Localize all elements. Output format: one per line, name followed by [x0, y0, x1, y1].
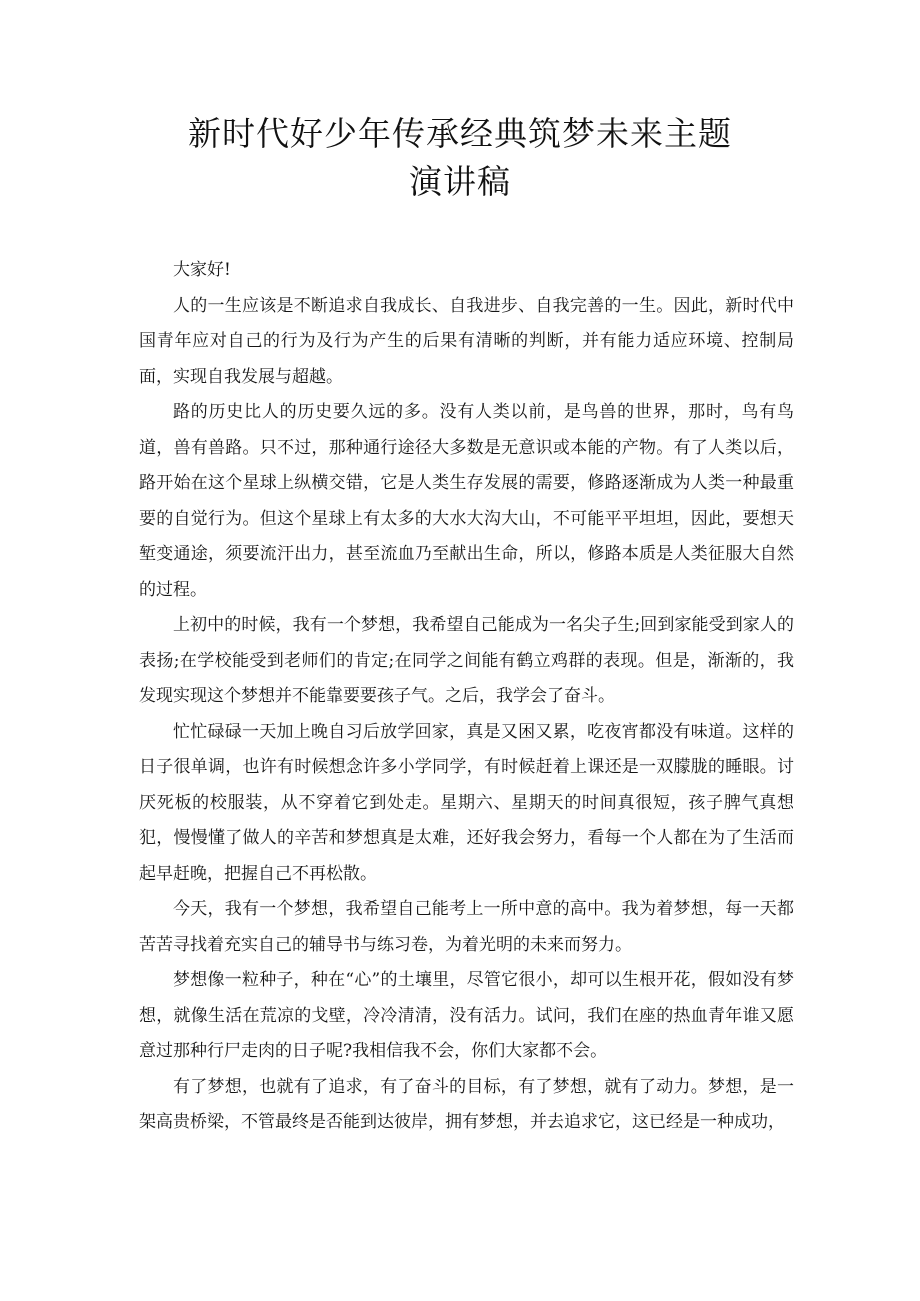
- document-body: [139, 253, 794, 1141]
- body-paragraph: 今天，我有一个梦想，我希望自己能考上一所中意的高中。我为着梦想，每一天都苦苦寻找着充实自己的辅导书与练习卷，为着光明的未来而努力。: [139, 899, 794, 955]
- document-title: [0, 110, 920, 206]
- greeting-paragraph: 大家好!: [173, 260, 231, 280]
- body-paragraph: 上初中的时候，我有一个梦想，我希望自己能成为一名尖子生;回到家能受到家人的表扬;在学校能受到老师们的肯定;在同学之间能有鹤立鸡群的表现。但是，渐渐的，我发现实现这个梦想并不能靠要要孩子气。之后，我学会了奋斗。: [139, 615, 794, 706]
- body-paragraph: 路的历史比人的历史要久远的多。没有人类以前，是鸟兽的世界，那时，鸟有鸟道，兽有兽路。只不过，那种通行途径大多数是无意识或本能的产物。有了人类以后，路开始在这个星球上纵横交错，它是人类生存发展的需要，修路逐渐成为人类一种最重要的自觉行为。但这个星球上有太多的大水大沟大山，不可能平平坦坦，因此，要想天堑变通途，须要流汗出力，甚至流血乃至献出生命，所以，修路本质是人类征服大自然的过程。: [139, 402, 794, 600]
- body-paragraph: 梦想像一粒种子，种在“心”的土壤里，尽管它很小，却可以生根开花，假如没有梦想，就像生活在荒凉的戈壁，冷冷清清，没有活力。试问，我们在座的热血青年谁又愿意过那种行尸走肉的日子呢?我相信我不会，你们大家都不会。: [139, 970, 794, 1061]
- body-paragraph: 有了梦想，也就有了追求，有了奋斗的目标，有了梦想，就有了动力。梦想，是一架高贵桥梁，不管最终是否能到达彼岸，拥有梦想，并去追求它，这已经是一种成功，: [139, 1076, 794, 1132]
- title-line-2: 演讲稿: [409, 162, 511, 201]
- body-paragraph: 人的一生应该是不断追求自我成长、自我进步、自我完善的一生。因此，新时代中国青年应对自己的行为及行为产生的后果有清晰的判断，并有能力适应环境、控制局面，实现自我发展与超越。: [139, 295, 794, 387]
- title-line-1: 新时代好少年传承经典筑梦未来主题: [188, 114, 732, 153]
- body-paragraph: 忙忙碌碌一天加上晚自习后放学回家，真是又困又累，吃夜宵都没有味道。这样的日子很单调，也许有时候想念许多小学同学，有时候赶着上课还是一双朦胧的睡眼。讨厌死板的校服装，从不穿着它到处走。星期六、星期天的时间真很短，孩子脾气真想犯，慢慢懂了做人的辛苦和梦想真是太难，还好我会努力，看每一个人都在为了生活而起早赶晚，把握自己不再松散。: [139, 721, 794, 884]
